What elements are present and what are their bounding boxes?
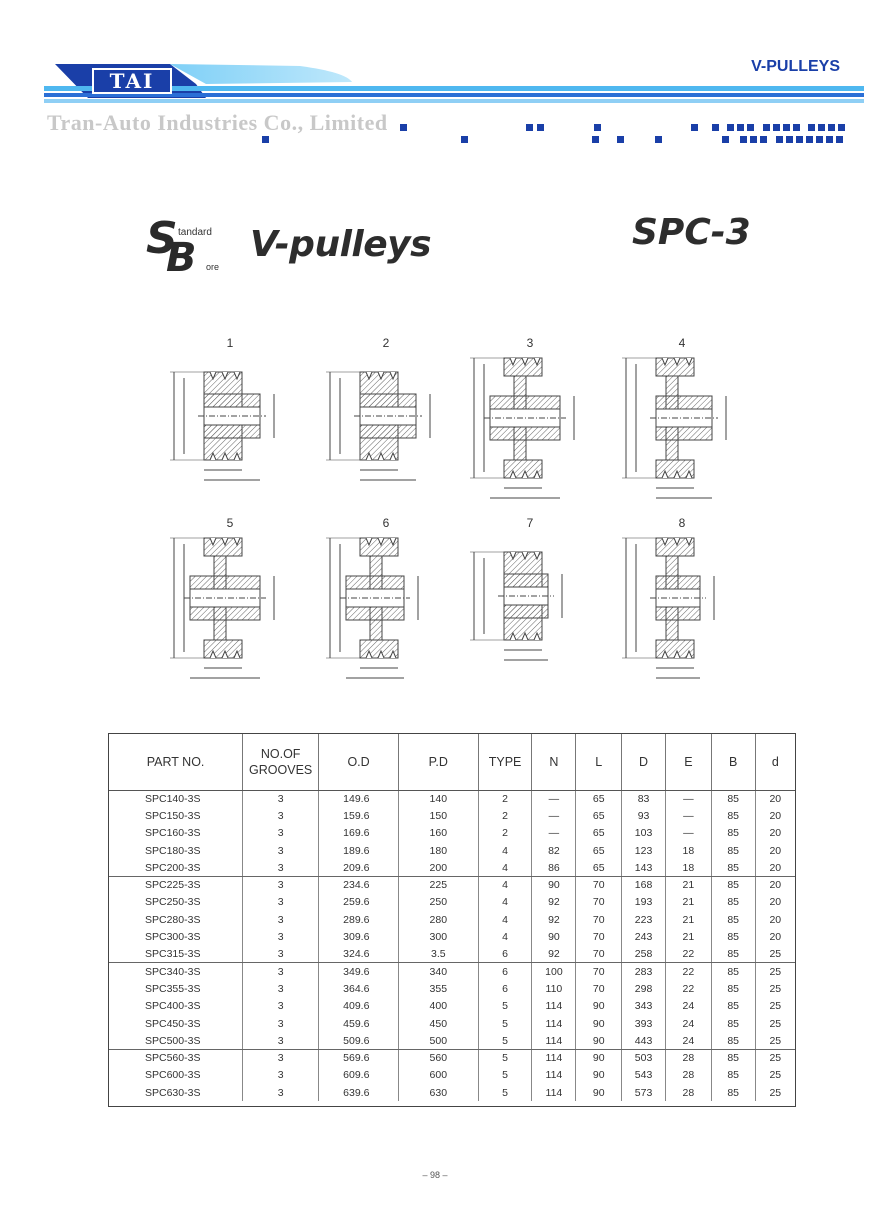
- diagram-type-1: [160, 336, 300, 506]
- table-cell: SPC250-3S: [109, 894, 243, 911]
- table-cell: SPC315-3S: [109, 946, 243, 963]
- table-body: [109, 790, 795, 1101]
- table-cell: 114: [532, 1049, 576, 1066]
- table-cell: 21: [665, 876, 711, 893]
- table-cell: 85: [711, 790, 755, 807]
- table-cell: 65: [576, 807, 622, 824]
- table-cell: 259.6: [319, 894, 399, 911]
- table-cell: 3: [243, 1049, 319, 1066]
- table-cell: 2: [478, 825, 532, 842]
- table-cell: 25: [769, 1000, 782, 1013]
- diagram-type-2: [316, 336, 456, 506]
- table-cell: SPC225-3S: [109, 876, 243, 893]
- table-cell: 24: [665, 1015, 711, 1032]
- table-cell: 4: [478, 842, 532, 859]
- table-cell: 90: [576, 1032, 622, 1049]
- table-row: [109, 963, 795, 980]
- table-cell: 25: [769, 1017, 782, 1030]
- pulley-type-diagrams: [150, 330, 750, 690]
- table-cell: 114: [532, 1084, 576, 1101]
- table-cell: 569.6: [319, 1049, 399, 1066]
- table-cell: 503: [622, 1049, 666, 1066]
- table-cell: 70: [576, 928, 622, 945]
- sb-logo-ore: ore: [206, 262, 220, 272]
- table-cell: 90: [576, 998, 622, 1015]
- table-cell: 450: [398, 1015, 478, 1032]
- page-number: – 98 –: [422, 1170, 448, 1180]
- table-cell: 85: [711, 842, 755, 859]
- table-cell: 18: [665, 859, 711, 876]
- table-cell: 200: [398, 859, 478, 876]
- table-cell: 340: [398, 963, 478, 980]
- diagram-number: 4: [678, 336, 686, 350]
- table-cell: 243: [622, 928, 666, 945]
- table-cell: 85: [711, 1015, 755, 1032]
- table-cell: 258: [622, 946, 666, 963]
- table-cell: 28: [665, 1049, 711, 1066]
- table-cell: 114: [532, 1015, 576, 1032]
- table-cell: 193: [622, 894, 666, 911]
- column-header: N: [532, 734, 576, 790]
- table-row: [109, 1015, 795, 1032]
- table-cell: 3: [243, 807, 319, 824]
- table-cell: 21: [665, 911, 711, 928]
- table-cell: 3: [243, 790, 319, 807]
- table-cell: 65: [576, 825, 622, 842]
- diagram-type-8: [612, 516, 752, 686]
- table-cell: 70: [576, 876, 622, 893]
- table-cell: —: [532, 790, 576, 807]
- table-cell: 22: [665, 980, 711, 997]
- column-header: L: [576, 734, 622, 790]
- table-cell: 223: [622, 911, 666, 928]
- table-cell: SPC280-3S: [109, 911, 243, 928]
- table-cell: 90: [532, 876, 576, 893]
- table-cell: 355: [398, 980, 478, 997]
- table-cell: 289.6: [319, 911, 399, 928]
- table-cell: 103: [622, 825, 666, 842]
- table-cell: 85: [711, 998, 755, 1015]
- table-cell: 280: [398, 911, 478, 928]
- table-cell: SPC300-3S: [109, 928, 243, 945]
- table-cell: 5: [478, 1067, 532, 1084]
- table-cell: 24: [665, 1032, 711, 1049]
- table-header-row: [109, 734, 795, 790]
- company-name: Tran-Auto Industries Co., Limited: [47, 110, 388, 135]
- table-cell: 6: [478, 980, 532, 997]
- table-cell: 85: [711, 894, 755, 911]
- table-cell: 2: [478, 807, 532, 824]
- table-cell: 22: [665, 963, 711, 980]
- table-cell: —: [532, 807, 576, 824]
- table-cell: 393: [622, 1015, 666, 1032]
- table-cell: 22: [665, 946, 711, 963]
- pulley-section-drawing: [612, 532, 752, 682]
- section-title: V-PULLEYS: [751, 58, 840, 75]
- column-header: O.D: [319, 734, 399, 790]
- table-cell: 5: [478, 1015, 532, 1032]
- table-cell: 82: [532, 842, 576, 859]
- table-cell: 92: [532, 911, 576, 928]
- table-cell: 4: [478, 928, 532, 945]
- diagram-number: 2: [382, 336, 390, 350]
- sb-logo-b: B: [166, 235, 197, 281]
- column-header: NO.OF GROOVES: [243, 734, 319, 790]
- table-cell: 298: [622, 980, 666, 997]
- table-row: [109, 980, 795, 997]
- table-cell: 169.6: [319, 825, 399, 842]
- pulley-section-drawing: [460, 352, 600, 502]
- table-cell: SPC450-3S: [109, 1015, 243, 1032]
- table-cell: 92: [532, 894, 576, 911]
- table-cell: 140: [398, 790, 478, 807]
- table-cell: SPC200-3S: [109, 859, 243, 876]
- table-cell: 600: [398, 1067, 478, 1084]
- table-cell: 3: [243, 842, 319, 859]
- table-cell: 25: [769, 1069, 782, 1082]
- series-code: SPC-3: [632, 212, 751, 253]
- table-cell: 3: [243, 980, 319, 997]
- table-cell: 18: [665, 842, 711, 859]
- table-cell: SPC560-3S: [109, 1049, 243, 1066]
- column-header: P.D: [398, 734, 478, 790]
- company-logo: TAI: [92, 68, 172, 94]
- table-cell: 20: [769, 896, 782, 909]
- table-cell: 90: [576, 1049, 622, 1066]
- table-cell: 110: [532, 980, 576, 997]
- spec-table: [108, 733, 796, 1107]
- table-cell: 343: [622, 998, 666, 1015]
- table-cell: 90: [576, 1084, 622, 1101]
- table-cell: SPC500-3S: [109, 1032, 243, 1049]
- sb-logo: [146, 213, 236, 281]
- table-cell: 639.6: [319, 1084, 399, 1101]
- table-cell: 3: [243, 876, 319, 893]
- table-cell: 283: [622, 963, 666, 980]
- table-cell: 309.6: [319, 928, 399, 945]
- table-cell: 24: [665, 998, 711, 1015]
- table-cell: 400: [398, 998, 478, 1015]
- table-cell: 85: [711, 859, 755, 876]
- table-cell: —: [665, 790, 711, 807]
- column-header: B: [711, 734, 755, 790]
- diagram-number: 7: [526, 516, 534, 530]
- pulley-section-drawing: [612, 352, 752, 502]
- table-cell: SPC180-3S: [109, 842, 243, 859]
- table-cell: 70: [576, 963, 622, 980]
- table-cell: SPC150-3S: [109, 807, 243, 824]
- table-cell: 3: [243, 998, 319, 1015]
- table-cell: 5: [478, 1049, 532, 1066]
- table-row: [109, 1049, 795, 1066]
- table-cell: 4: [478, 911, 532, 928]
- table-cell: —: [665, 807, 711, 824]
- diagram-number: 6: [382, 516, 390, 530]
- table-cell: 85: [711, 911, 755, 928]
- pulley-section-drawing: [316, 532, 456, 682]
- table-cell: 85: [711, 825, 755, 842]
- table-row: [109, 911, 795, 928]
- column-header: TYPE: [478, 734, 532, 790]
- table-cell: 25: [769, 1086, 782, 1099]
- table-cell: 609.6: [319, 1067, 399, 1084]
- spec-table-grid: [109, 734, 795, 1101]
- table-cell: 159.6: [319, 807, 399, 824]
- table-cell: 20: [769, 827, 782, 840]
- table-row: [109, 1084, 795, 1101]
- table-cell: 324.6: [319, 946, 399, 963]
- table-cell: SPC630-3S: [109, 1084, 243, 1101]
- page-header: [0, 0, 870, 160]
- table-cell: 85: [711, 1067, 755, 1084]
- table-cell: 25: [769, 1052, 782, 1065]
- table-cell: 5: [478, 998, 532, 1015]
- table-cell: 65: [576, 859, 622, 876]
- column-header: E: [665, 734, 711, 790]
- table-cell: 509.6: [319, 1032, 399, 1049]
- table-cell: 6: [478, 963, 532, 980]
- table-cell: 4: [478, 894, 532, 911]
- product-title: V-pulleys: [250, 224, 432, 265]
- diagram-type-3: [460, 336, 600, 506]
- table-cell: 86: [532, 859, 576, 876]
- table-cell: SPC140-3S: [109, 790, 243, 807]
- table-cell: 85: [711, 963, 755, 980]
- table-cell: 25: [755, 946, 795, 963]
- diagram-number: 5: [226, 516, 234, 530]
- table-cell: 92: [532, 946, 576, 963]
- table-cell: 443: [622, 1032, 666, 1049]
- column-header: D: [622, 734, 666, 790]
- table-cell: 250: [398, 894, 478, 911]
- table-cell: 85: [711, 946, 755, 963]
- table-cell: 70: [576, 946, 622, 963]
- table-row: [109, 1032, 795, 1049]
- table-cell: 25: [769, 982, 782, 995]
- table-cell: 85: [711, 807, 755, 824]
- table-cell: 25: [755, 1032, 795, 1049]
- table-cell: 543: [622, 1067, 666, 1084]
- table-cell: 20: [769, 809, 782, 822]
- table-cell: 123: [622, 842, 666, 859]
- table-cell: 114: [532, 998, 576, 1015]
- table-cell: 100: [532, 963, 576, 980]
- table-cell: 3: [243, 928, 319, 945]
- table-cell: 20: [769, 844, 782, 857]
- table-cell: SPC160-3S: [109, 825, 243, 842]
- table-cell: 3.5: [398, 946, 478, 963]
- table-cell: 65: [576, 790, 622, 807]
- table-cell: 4: [478, 859, 532, 876]
- diagram-type-5: [160, 516, 300, 686]
- table-cell: 85: [711, 1032, 755, 1049]
- diagram-type-7: [460, 516, 600, 686]
- table-cell: 3: [243, 963, 319, 980]
- table-cell: 3: [243, 894, 319, 911]
- table-cell: 3: [243, 825, 319, 842]
- table-row: [109, 807, 795, 824]
- table-cell: 20: [769, 913, 782, 926]
- table-cell: 630: [398, 1084, 478, 1101]
- sb-logo-s: S: [146, 213, 178, 264]
- table-cell: 3: [243, 859, 319, 876]
- table-row: [109, 894, 795, 911]
- column-header: PART NO.: [109, 734, 243, 790]
- table-cell: 90: [532, 928, 576, 945]
- table-row: [109, 825, 795, 842]
- table-cell: 168: [622, 876, 666, 893]
- table-cell: 2: [478, 790, 532, 807]
- table-cell: 150: [398, 807, 478, 824]
- table-row: [109, 928, 795, 945]
- table-cell: 85: [711, 876, 755, 893]
- diagram-type-6: [316, 516, 456, 686]
- table-cell: 4: [478, 876, 532, 893]
- table-cell: 6: [478, 946, 532, 963]
- table-cell: 28: [665, 1084, 711, 1101]
- table-cell: SPC400-3S: [109, 998, 243, 1015]
- table-row: [109, 790, 795, 807]
- diagram-number: 1: [226, 336, 234, 350]
- table-cell: 3: [243, 1067, 319, 1084]
- table-cell: 21: [665, 928, 711, 945]
- table-cell: 114: [532, 1067, 576, 1084]
- table-cell: 114: [532, 1032, 576, 1049]
- column-header: d: [755, 734, 795, 790]
- table-cell: SPC340-3S: [109, 963, 243, 980]
- table-cell: 160: [398, 825, 478, 842]
- sb-logo-standard: tandard: [178, 227, 212, 238]
- table-cell: 20: [769, 792, 782, 805]
- table-row: [109, 859, 795, 876]
- table-row: [109, 876, 795, 893]
- table-cell: 149.6: [319, 790, 399, 807]
- table-row: [109, 946, 795, 963]
- table-cell: 70: [576, 894, 622, 911]
- table-row: [109, 998, 795, 1015]
- table-cell: 3: [243, 1015, 319, 1032]
- table-cell: 459.6: [319, 1015, 399, 1032]
- pulley-section-drawing: [460, 532, 600, 682]
- table-cell: 20: [769, 931, 782, 944]
- pulley-section-drawing: [316, 352, 456, 502]
- table-cell: 5: [478, 1084, 532, 1101]
- pulley-section-drawing: [160, 352, 300, 502]
- table-cell: 189.6: [319, 842, 399, 859]
- table-cell: 209.6: [319, 859, 399, 876]
- table-cell: 85: [711, 1049, 755, 1066]
- table-cell: —: [665, 825, 711, 842]
- table-row: [109, 842, 795, 859]
- table-cell: 70: [576, 911, 622, 928]
- table-cell: —: [532, 825, 576, 842]
- table-cell: 20: [755, 859, 795, 876]
- table-cell: 83: [622, 790, 666, 807]
- table-cell: 25: [769, 965, 782, 978]
- table-cell: 65: [576, 842, 622, 859]
- diagram-number: 8: [678, 516, 686, 530]
- table-cell: 90: [576, 1067, 622, 1084]
- table-cell: 85: [711, 928, 755, 945]
- table-cell: 500: [398, 1032, 478, 1049]
- table-cell: 143: [622, 859, 666, 876]
- table-cell: 180: [398, 842, 478, 859]
- table-cell: 234.6: [319, 876, 399, 893]
- table-cell: 300: [398, 928, 478, 945]
- table-cell: 225: [398, 876, 478, 893]
- table-cell: 85: [711, 1084, 755, 1101]
- table-cell: 409.6: [319, 998, 399, 1015]
- table-cell: 364.6: [319, 980, 399, 997]
- table-cell: 28: [665, 1067, 711, 1084]
- table-cell: 93: [622, 807, 666, 824]
- table-cell: 3: [243, 1084, 319, 1101]
- pulley-section-drawing: [160, 532, 300, 682]
- diagram-type-4: [612, 336, 752, 506]
- table-cell: 20: [769, 879, 782, 892]
- table-row: [109, 1067, 795, 1084]
- table-cell: 560: [398, 1049, 478, 1066]
- table-cell: 573: [622, 1084, 666, 1101]
- diagram-number: 3: [526, 336, 534, 350]
- table-cell: 70: [576, 980, 622, 997]
- table-cell: 21: [665, 894, 711, 911]
- table-cell: 90: [576, 1015, 622, 1032]
- table-cell: 5: [478, 1032, 532, 1049]
- table-cell: 3: [243, 911, 319, 928]
- table-cell: 3: [243, 1032, 319, 1049]
- table-cell: 349.6: [319, 963, 399, 980]
- table-cell: SPC600-3S: [109, 1067, 243, 1084]
- table-cell: 3: [243, 946, 319, 963]
- table-cell: SPC355-3S: [109, 980, 243, 997]
- table-cell: 85: [711, 980, 755, 997]
